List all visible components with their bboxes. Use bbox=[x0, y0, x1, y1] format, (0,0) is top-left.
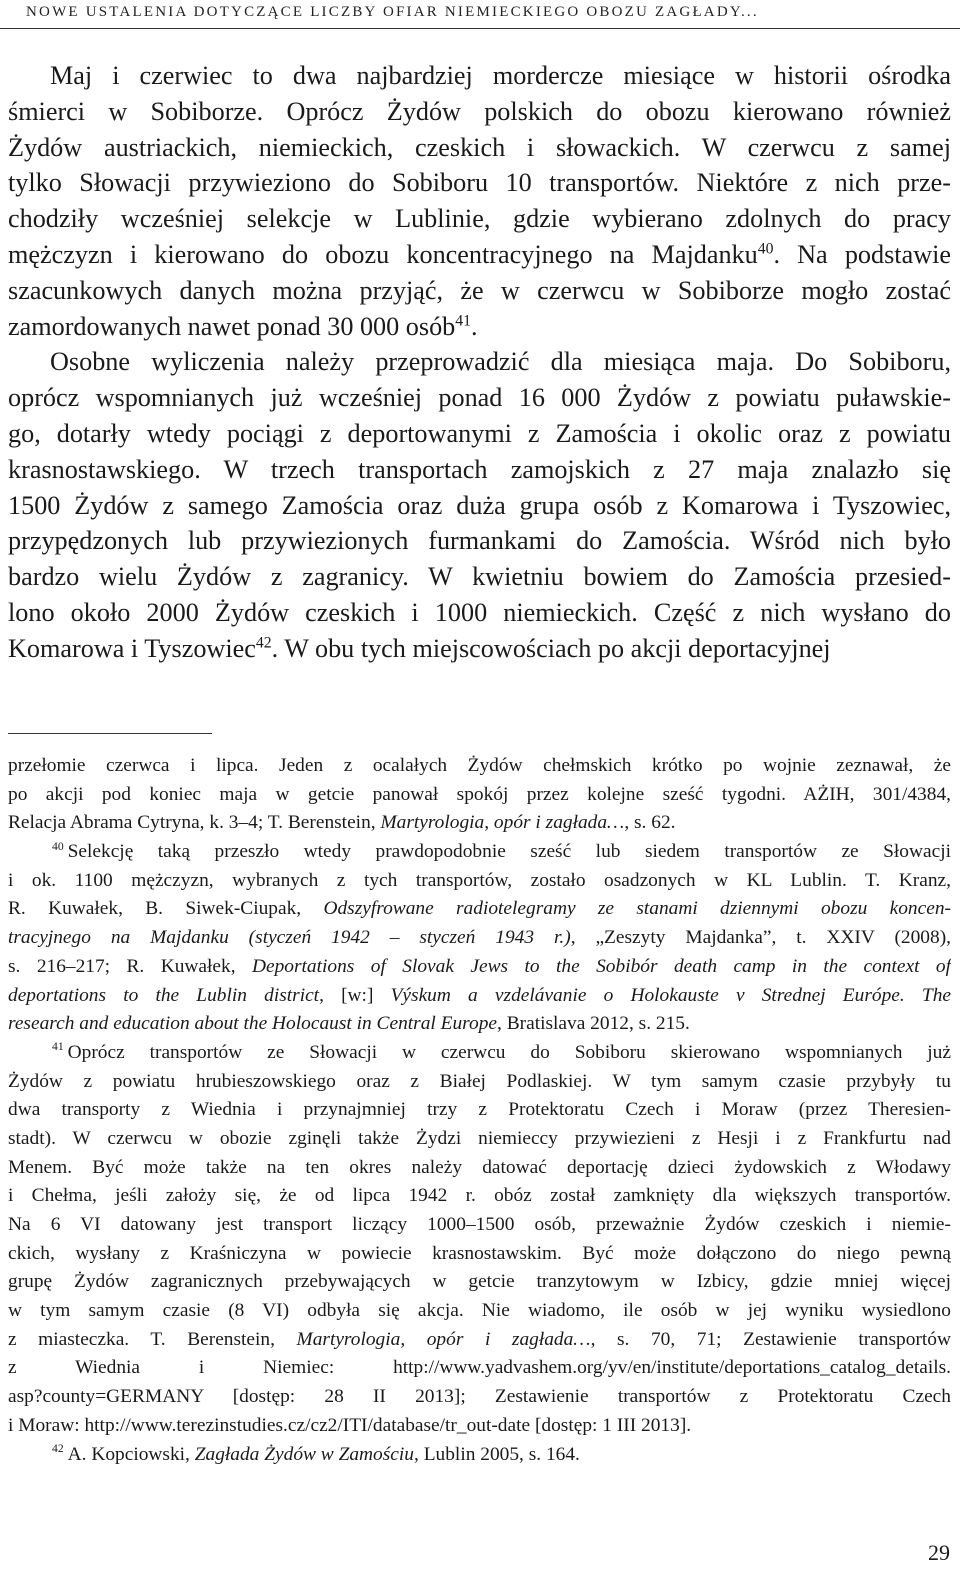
footnote-line bbox=[8, 1039, 951, 1068]
text-line bbox=[8, 344, 951, 380]
text-segment: Selekcję taką przeszło wtedy prawdopodobnie sześć lub siedem transportów ze Słowacji bbox=[67, 841, 951, 863]
footnote-line bbox=[8, 895, 951, 924]
text-segment: Relacja Abrama Cytryna, k. 3–4; T. Berenstein, bbox=[8, 812, 381, 834]
text-segment: w tym samym czasie (8 VI) odbyła się akcja. Nie wiadomo, ile osób w jej wyniku wysiedlono bbox=[8, 1300, 951, 1322]
italic-text: Zagłada Żydów w Zamościu bbox=[194, 1443, 414, 1465]
footnote-line bbox=[8, 1125, 951, 1154]
footnote-line bbox=[8, 867, 951, 896]
page-number: 29 bbox=[928, 1540, 950, 1565]
italic-text: Výskum a vzdelávanie o Holokauste v Strednej Európe. The bbox=[390, 984, 951, 1006]
text-segment: po akcji pod koniec maja w getcie panował spokój przez kolejne sześć tygodni. AŻIH, 301/4384, bbox=[8, 783, 951, 805]
footnote-line bbox=[8, 1412, 951, 1441]
italic-text: Martyrologia, opór i zagłada… bbox=[380, 812, 625, 834]
footnote-line bbox=[8, 1240, 951, 1269]
text-segment: , Bratislava 2012, s. 215. bbox=[497, 1013, 690, 1035]
text-segment: przypędzonych lub przywiezionych furmankami do Zamościa. Wśród nich było bbox=[8, 526, 951, 556]
footnote-line bbox=[8, 838, 951, 867]
italic-text: Martyrologia, opór i zagłada… bbox=[296, 1328, 591, 1350]
text-line bbox=[8, 130, 951, 166]
text-segment: zamordowanych nawet ponad 30 000 osób bbox=[8, 311, 456, 341]
footnote-line bbox=[8, 1182, 951, 1211]
text-segment: , [w:] bbox=[319, 984, 391, 1006]
italic-text: deportations to the Lublin district bbox=[8, 984, 320, 1006]
italic-text: research and education about the Holocaust in Central Europe bbox=[8, 1013, 498, 1035]
text-segment: , s. 62. bbox=[624, 812, 676, 834]
text-segment: lono około 2000 Żydów czeskich i 1000 niemieckich. Część z nich wysłano do bbox=[8, 597, 951, 627]
text-line bbox=[8, 523, 951, 559]
text-line bbox=[8, 94, 951, 130]
text-segment: , Lublin 2005, s. 164. bbox=[414, 1443, 580, 1465]
footnote-line bbox=[8, 1354, 951, 1383]
footnote-line bbox=[8, 1297, 951, 1326]
text-segment: krasnostawskiego. W trzech transportach zamojskich z 27 maja znalazło się bbox=[8, 454, 951, 484]
text-segment: . W obu tych miejscowościach po akcji deportacyjnej bbox=[271, 633, 831, 663]
text-segment: szacunkowych danych można przyjąć, że w czerwcu w Sobiborze mogło zostać bbox=[8, 275, 951, 305]
footnote-line bbox=[8, 1211, 951, 1240]
text-segment: oprócz wspomnianych już wcześniej ponad 16 000 Żydów z powiatu puławskie- bbox=[8, 383, 951, 413]
footnote-line bbox=[8, 1268, 951, 1297]
footnote-separator bbox=[8, 733, 212, 734]
text-line bbox=[8, 631, 951, 667]
footnote-number: 42 bbox=[52, 1442, 64, 1456]
text-line bbox=[8, 452, 951, 488]
text-line bbox=[8, 416, 951, 452]
text-line bbox=[8, 165, 951, 201]
text-segment: grupę Żydów zagranicznych przebywających w getcie tranzytowym w Izbicy, gdzie mniej więcej bbox=[8, 1271, 951, 1293]
text-line bbox=[8, 237, 951, 273]
text-segment: Na 6 VI datowany jest transport liczący 1000–1500 osób, przeważnie Żydów czeskich i niemie- bbox=[8, 1214, 951, 1235]
text-line bbox=[8, 559, 951, 595]
text-line bbox=[8, 488, 951, 524]
footnote-line bbox=[8, 1096, 951, 1125]
footnote-reference: 42 bbox=[255, 634, 272, 652]
text-line bbox=[8, 595, 951, 631]
text-segment: asp?county=GERMANY [dostęp: 28 II 2013]; Zestawienie transportów z Protektoratu Czech bbox=[8, 1386, 951, 1408]
footnote-number: 41 bbox=[52, 1040, 64, 1054]
footnote-line bbox=[8, 953, 951, 982]
text-segment: bardzo wielu Żydów z zagranicy. W kwietniu bowiem do Zamościa przesied- bbox=[8, 562, 951, 592]
text-line bbox=[8, 380, 951, 416]
text-segment: 1500 Żydów z samego Zamościa oraz duża grupa osób z Komarowa i Tyszowiec, bbox=[8, 490, 951, 520]
italic-text: Deportations of Slovak Jews to the Sobibór death camp in the context of bbox=[251, 955, 951, 977]
text-segment: go, dotarły wtedy pociągi z deportowanymi z Zamościa i okolic oraz z powiatu bbox=[8, 418, 951, 448]
footnote-reference: 40 bbox=[757, 240, 774, 258]
footnote-line bbox=[8, 924, 951, 953]
text-line bbox=[8, 273, 951, 309]
text-segment: i Moraw: http://www.terezinstudies.cz/cz2/ITI/database/tr_out-date [dostęp: 1 III 2013]. bbox=[8, 1414, 692, 1436]
text-segment: stadt). W czerwcu w obozie zginęli także Żydzi niemieccy przywiezieni z Hesji i z Frankfurtu nad bbox=[8, 1127, 951, 1149]
text-segment: Osobne wyliczenia należy przeprowadzić dla miesiąca maja. Do Sobiboru, bbox=[50, 347, 951, 377]
text-segment: Żydów z powiatu hrubieszowskiego oraz z Białej Podlaskiej. W tym samym czasie przybyły tu bbox=[8, 1070, 951, 1092]
text-segment: . Na podstawie bbox=[773, 239, 951, 269]
text-segment: ckich, wysłany z Kraśniczyna w powiecie krasnostawskim. Być może dołączono do niego pewną bbox=[8, 1242, 951, 1264]
text-segment: dwa transporty z Wiednia i przynajmniej trzy z Protektoratu Czech i Moraw (przez Theresien- bbox=[8, 1099, 951, 1121]
text-line bbox=[8, 201, 951, 237]
footnote-reference: 41 bbox=[455, 311, 471, 329]
footnote-line bbox=[8, 1010, 951, 1039]
footnote-line bbox=[8, 752, 951, 781]
text-segment: A. Kopciowski, bbox=[67, 1443, 195, 1465]
footnote-line bbox=[8, 1154, 951, 1183]
footnote-line bbox=[8, 982, 951, 1011]
footnote-line bbox=[8, 781, 951, 810]
text-segment: Żydów austriackich, niemieckich, czeskich i słowackich. W czerwcu z samej bbox=[8, 132, 951, 162]
text-segment: przełomie czerwca i lipca. Jeden z ocalałych Żydów chełmskich krótko po wojnie zeznawał, że bbox=[8, 755, 951, 776]
footnote-line bbox=[8, 1326, 951, 1355]
footnote-line bbox=[8, 1441, 951, 1470]
text-line bbox=[8, 58, 951, 94]
text-segment: Maj i czerwiec to dwa najbardziej mordercze miesiące w historii ośrodka bbox=[50, 61, 951, 90]
text-segment: R. Kuwałek, B. Siwek-Ciupak, bbox=[8, 898, 324, 920]
text-segment: śmierci w Sobiborze. Oprócz Żydów polskich do obozu kierowano również bbox=[8, 96, 951, 126]
footnote-number: 40 bbox=[52, 839, 64, 853]
italic-text: Odszyfrowane radiotelegramy ze stanami dziennymi obozu koncen- bbox=[323, 898, 951, 920]
text-segment: Menem. Być może także na ten okres należy datować deportację dzieci żydowskich z Włodawy bbox=[8, 1156, 951, 1178]
text-line bbox=[8, 309, 951, 345]
text-segment: z Wiednia i Niemiec: http://www.yadvashem.org/yv/en/institute/deportations_catalog_details. bbox=[8, 1357, 951, 1379]
text-segment: Komarowa i Tyszowiec bbox=[8, 633, 256, 663]
text-segment: i Chełma, jeśli założy się, że od lipca 1942 r. obóz został zamknięty dla większych transportów. bbox=[8, 1185, 951, 1207]
header-rule bbox=[0, 28, 960, 29]
footnote-line bbox=[8, 809, 951, 838]
text-segment: s. 216–217; R. Kuwałek, bbox=[8, 955, 252, 977]
footnote-line bbox=[8, 1068, 951, 1097]
running-header bbox=[0, 0, 960, 40]
main-text bbox=[8, 58, 951, 667]
footnotes bbox=[8, 752, 951, 1469]
footnote-line bbox=[8, 1383, 951, 1412]
text-segment: chodziły wcześniej selekcje w Lublinie, gdzie wybierano zdolnych do pracy bbox=[8, 204, 951, 234]
text-segment: z miasteczka. T. Berenstein, bbox=[8, 1328, 297, 1350]
text-segment: Oprócz transportów ze Słowacji w czerwcu do Sobiboru skierowano wspomnianych już bbox=[67, 1041, 951, 1063]
text-segment: i ok. 1100 mężczyzn, wybranych z tych transportów, zostało osadzonych w KL Lublin. T. Kranz, bbox=[8, 869, 951, 891]
text-segment: tylko Słowacji przywieziono do Sobiboru 10 transportów. Niektóre z nich prze- bbox=[8, 168, 951, 198]
text-segment: , „Zeszyty Majdanka”, t. XXIV (2008), bbox=[570, 927, 951, 949]
text-segment: . bbox=[470, 311, 478, 341]
italic-text: tracyjnego na Majdanku (styczeń 1942 – styczeń 1943 r.) bbox=[8, 927, 571, 949]
text-segment: mężczyzn i kierowano do obozu koncentracyjnego na Majdanku bbox=[8, 239, 758, 269]
text-segment: , s. 70, 71; Zestawienie transportów bbox=[590, 1328, 951, 1350]
running-title: NOWE USTALENIA DOTYCZĄCE LICZBY OFIAR NIEMIECKIEGO OBOZU ZAGŁADY... bbox=[26, 4, 759, 20]
